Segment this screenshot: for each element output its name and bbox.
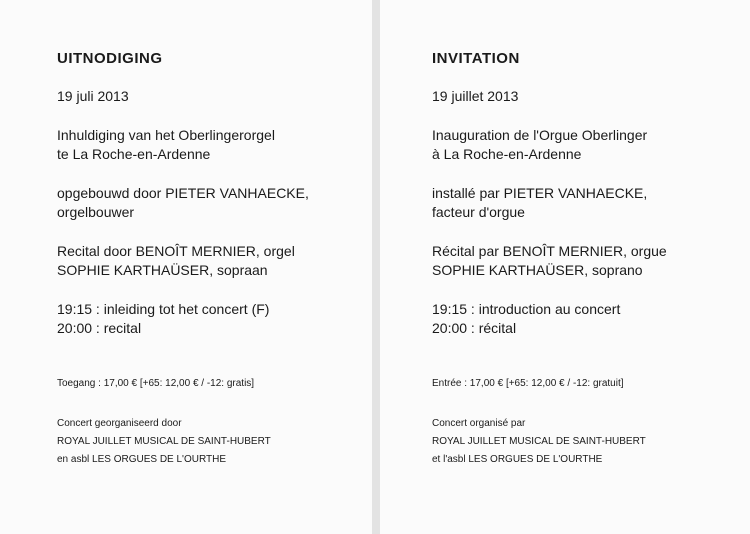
dutch-time-line1: 19:15 : inleiding tot het concert (F) xyxy=(57,301,270,317)
french-time-line2: 20:00 : récital xyxy=(432,320,517,336)
french-title: INVITATION xyxy=(432,50,520,67)
french-content xyxy=(432,50,732,358)
dutch-content xyxy=(57,50,357,358)
dutch-organizer-line3: en asbl LES ORGUES DE L'OURTHE xyxy=(57,454,227,465)
dutch-entry-price: Toegang : 17,00 € [+65: 12,00 € / -12: gratis] xyxy=(57,378,255,389)
dutch-organizer-line1: Concert georganiseerd door xyxy=(57,418,182,429)
french-time-line1: 19:15 : introduction au concert xyxy=(432,301,621,317)
dutch-recital-block xyxy=(57,242,357,280)
dutch-time-line2: 20:00 : recital xyxy=(57,320,142,336)
french-date: 19 juillet 2013 xyxy=(432,88,519,104)
dutch-organizer-line2: ROYAL JUILLET MUSICAL DE SAINT-HUBERT xyxy=(57,436,271,447)
french-builder-line2: facteur d'orgue xyxy=(432,204,525,220)
dutch-date: 19 juli 2013 xyxy=(57,88,129,104)
french-schedule-block xyxy=(432,300,732,338)
french-date-block xyxy=(432,87,732,106)
dutch-inauguration-line2: te La Roche-en-Ardenne xyxy=(57,146,211,162)
french-builder-block xyxy=(432,184,732,222)
french-inauguration-block xyxy=(432,126,732,164)
dutch-builder-line1: opgebouwd door PIETER VANHAECKE, xyxy=(57,185,309,201)
french-recital-line2: SOPHIE KARTHAÜSER, soprano xyxy=(432,262,643,278)
dutch-panel xyxy=(0,0,372,534)
french-recital-line1: Récital par BENOÎT MERNIER, orgue xyxy=(432,243,667,259)
french-panel xyxy=(380,0,750,534)
dutch-title: UITNODIGING xyxy=(57,50,163,67)
fold-gutter xyxy=(372,0,380,534)
dutch-inauguration-block xyxy=(57,126,357,164)
dutch-schedule-block xyxy=(57,300,357,338)
french-organizer-line1: Concert organisé par xyxy=(432,418,526,429)
french-inauguration-line1: Inauguration de l'Orgue Oberlinger xyxy=(432,127,648,143)
dutch-date-block xyxy=(57,87,357,106)
dutch-inauguration-line1: Inhuldiging van het Oberlingerorgel xyxy=(57,127,275,143)
dutch-builder-line2: orgelbouwer xyxy=(57,204,135,220)
french-entry-price: Entrée : 17,00 € [+65: 12,00 € / -12: gratuit] xyxy=(432,378,624,389)
french-recital-block xyxy=(432,242,732,280)
french-organizer-block xyxy=(432,415,646,469)
french-organizer-line3: et l'asbl LES ORGUES DE L'OURTHE xyxy=(432,454,603,465)
dutch-organizer-block xyxy=(57,415,271,469)
dutch-recital-line1: Recital door BENOÎT MERNIER, orgel xyxy=(57,243,295,259)
dutch-recital-line2: SOPHIE KARTHAÜSER, sopraan xyxy=(57,262,268,278)
dutch-builder-block xyxy=(57,184,357,222)
french-organizer-line2: ROYAL JUILLET MUSICAL DE SAINT-HUBERT xyxy=(432,436,646,447)
french-builder-line1: installé par PIETER VANHAECKE, xyxy=(432,185,648,201)
french-inauguration-line2: à La Roche-en-Ardenne xyxy=(432,146,582,162)
